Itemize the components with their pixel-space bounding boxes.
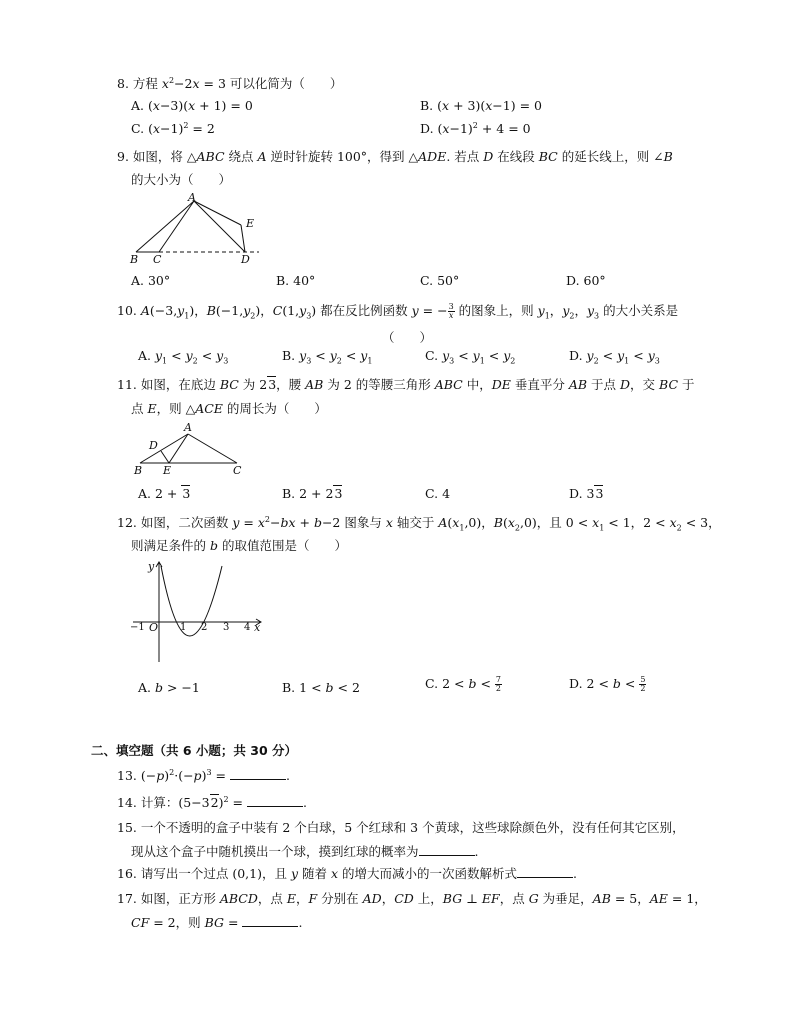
q11-stem-line1: 11. 如图，在底边 BC 为 23，腰 AB 为 2 的等腰三角形 ABC 中，DE 垂直平分 AB 于点 D，交 BC 于 — [117, 377, 695, 392]
q17-stem-line2: CF = 2，则 BG = . — [131, 915, 303, 930]
q12-graph — [128, 558, 268, 666]
q12-stem-line1: 12. 如图，二次函数 $y = x^2-bx + b-2$ 图象与 x 轴交于 $A(x_1,0)$，$B(x_2,0)$，且 $0 < x_1 < 1$，$2 < x_2 < 3$， — [117, 514, 721, 533]
q11-label-e: E — [163, 464, 172, 477]
q16-stem: 16. 请写出一个过点 (0,1)，且 y 随着 x 的增大而减小的一次函数解析式 . — [117, 866, 577, 881]
q12-option-a: A. b > −1 — [138, 680, 200, 695]
q9-seg-ab — [136, 201, 194, 252]
q11-seg-ab — [140, 434, 188, 463]
q9-label-d: D — [241, 253, 250, 264]
q9-label-a: A — [188, 192, 196, 204]
q14-stem: 14. 计算：$(5-32)^2$ = . — [117, 794, 307, 810]
q10-option-a: A. $y_1 < y_2 < y_3$ — [138, 348, 229, 366]
q12-option-c: C. 2 < b < $\frac{7}{2}$ — [425, 675, 501, 693]
q9-option-b: B. 40° — [276, 273, 316, 288]
q8-stem: 8. 方程 $x^2-2x = 3$ 可以化简为（ ） — [117, 75, 343, 91]
q11-label-b: B — [134, 464, 143, 477]
q11-label-d: D — [149, 439, 158, 452]
q13-answer-blank[interactable] — [230, 778, 286, 780]
q9-figure — [125, 192, 265, 264]
q10-option-d: D. $y_2 < y_1 < y_3$ — [569, 348, 660, 366]
q8-option-c: C. $(x-1)^2 = 2$ — [131, 121, 215, 137]
q12-option-d: D. 2 < b < $\frac{5}{2}$ — [569, 675, 646, 693]
q8-option-a: A. (x−3)(x + 1) = 0 — [131, 98, 253, 113]
section-fill-in-title: 二、填空题（共 6 小题；共 30 分） — [91, 743, 298, 758]
q12-axis-origin: O — [149, 621, 159, 634]
q9-stem-line1: 9. 如图，将 △ABC 绕点 A 逆时针旋转 100°，得到 △ADE. 若点 D 在线段 BC 的延长线上，则 ∠B — [117, 149, 673, 164]
q12-parabola — [161, 566, 222, 636]
q9-label-c: C — [153, 253, 162, 264]
q12-option-b: B. 1 < b < 2 — [282, 680, 360, 695]
q11-figure — [132, 418, 247, 478]
q11-seg-ae — [169, 434, 188, 463]
q12-stem-line2: 则满足条件的 b 的取值范围是（ ） — [131, 538, 347, 553]
q11-label-a: A — [184, 421, 192, 434]
q16-answer-blank[interactable] — [517, 876, 573, 878]
q17-stem-line1: 17. 如图，正方形 ABCD，点 E，F 分别在 AD，CD 上，BG ⊥ EF，点 G 为垂足，AB = 5，AE = 1， — [117, 891, 707, 906]
q9-option-a: A. 30° — [131, 273, 171, 288]
q9-label-e: E — [246, 217, 255, 230]
q11-option-a: A. 2 + 3 — [138, 486, 191, 501]
q8-option-d: D. $(x-1)^2 + 4 = 0$ — [420, 121, 531, 137]
q11-stem-line2: 点 E，则 △ACE 的周长为（ ） — [131, 401, 327, 416]
q9-label-b: B — [130, 253, 139, 264]
q11-option-b: B. 2 + 23 — [282, 486, 343, 501]
q12-tick-2: 2 — [201, 622, 208, 633]
q15-stem-line2: 现从这个盒子中随机摸出一个球，摸到红球的概率为 . — [131, 844, 479, 859]
q10-option-c: C. $y_3 < y_1 < y_2$ — [425, 348, 516, 366]
q12-axis-x-label: x — [254, 621, 261, 634]
q12-axis-y-label: y — [148, 560, 155, 573]
q14-answer-blank[interactable] — [247, 805, 303, 807]
q9-seg-ae — [194, 201, 241, 225]
q9-seg-ad — [194, 201, 245, 252]
q10-option-b: B. $y_3 < y_2 < y_1$ — [282, 348, 373, 366]
q11-seg-ac — [188, 434, 237, 463]
q10-paren: （ ） — [382, 330, 433, 345]
q12-tick-3: 3 — [223, 622, 230, 633]
q11-seg-de — [161, 451, 169, 463]
q8-option-b: B. (x + 3)(x−1) = 0 — [420, 98, 542, 113]
q15-answer-blank[interactable] — [419, 854, 475, 856]
q12-tick-minus1: −1 — [130, 622, 145, 633]
q12-tick-1: 1 — [180, 622, 187, 633]
q9-option-c: C. 50° — [420, 273, 460, 288]
q11-option-d: D. 33 — [569, 486, 604, 501]
q9-option-d: D. 60° — [566, 273, 606, 288]
q15-stem-line1: 15. 一个不透明的盒子中装有 2 个白球，5 个红球和 3 个黄球，这些球除颜色外，没有任何其它区别， — [117, 820, 685, 835]
q17-answer-blank[interactable] — [242, 925, 298, 927]
q11-label-c: C — [233, 464, 242, 477]
q12-tick-4: 4 — [244, 622, 251, 633]
q13-stem: 13. $(-p)^2\cdot(-p)^3$ = . — [117, 768, 290, 784]
q11-option-c: C. 4 — [425, 486, 451, 501]
q10-stem: 10. $A(-3,y_1)$，$B(-1,y_2)$，$C(1,y_3)$ 都在反比例函数 y = − $\frac{3}{x}$ 的图象上，则 $y_1$，$y_2$，$y_3$ 的大小关系是 — [117, 302, 679, 321]
q9-stem-line2: 的大小为（ ） — [131, 172, 232, 187]
